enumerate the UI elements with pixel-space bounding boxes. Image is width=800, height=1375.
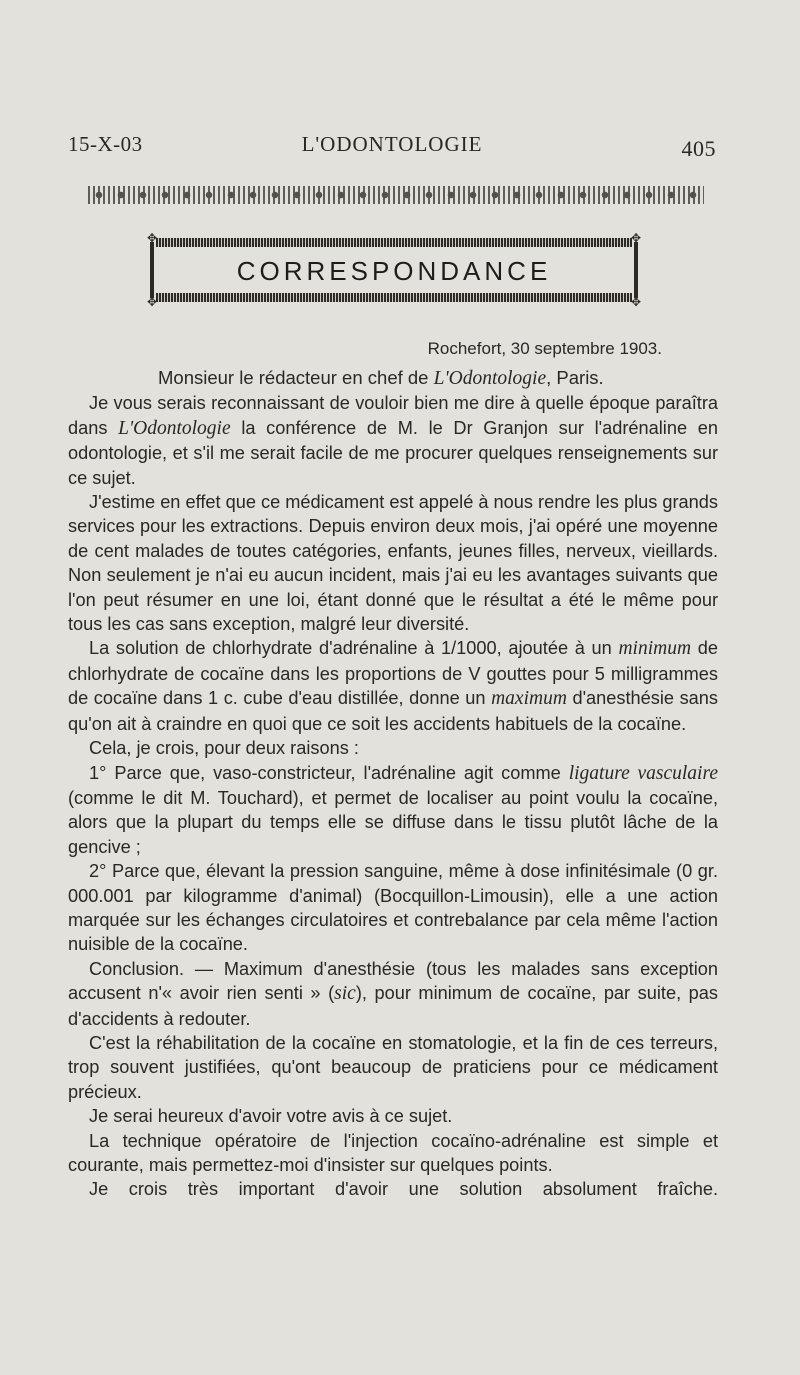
paragraph-5 [68, 761, 718, 860]
paragraph-text: la conférence de M. le Dr Granjon sur l'adrénaline en odontologie, et s'il me serait facile de me procurer quelques renseignements sur ce sujet. [68, 417, 718, 488]
corner-ornament-icon: ✥ [630, 295, 642, 309]
paragraph-text: (comme le dit M. Touchard), et permet de localiser au point voulu la cocaïne, alors que la plupart du temps elle se diffuse dans le tissu plutôt lâche de la gencive ; [68, 787, 718, 857]
corner-ornament-icon: ✥ [146, 231, 158, 245]
paragraph-text: Conclusion. — Maximum d'anesthésie (tous les malades sans exception accusent n'« avoir rien senti » ( [68, 958, 718, 1004]
salutation-text: Monsieur le rédacteur en chef de [158, 367, 434, 388]
paragraph-text: Je vous serais reconnaissant de vouloir bien me dire à quelle époque paraîtra dans [68, 393, 718, 438]
paragraph-10: La technique opératoire de l'injection cocaïno-adrénaline est simple et courante, mais permettez-moi d'insister sur quelques points. [68, 1130, 718, 1175]
paragraph-2: J'estime en effet que ce médicament est appelé à nous rendre les plus grands services pour les extractions. Depuis environ deux mois, j'ai opéré une moyenne de cent malades de toutes catégories, enfants, jeunes filles, nerveux, vieillards. Non seulement je n'ai eu aucun incident, mais j'ai eu les avantages suivants que l'on peut résumer en une loi, étant donné que le résultat a été le même pour tous les cas sans exception, malgré leur diversité. [68, 492, 718, 635]
issue-date: 15-X-03 [68, 132, 143, 156]
salutation-end: , Paris. [546, 367, 604, 388]
italic-term: ligature vasculaire [568, 762, 718, 784]
paragraph-text: de chlorhydrate de cocaïne dans les proportions de V gouttes pour 5 milligrammes de cocaïne dans 1 c. cube d'eau distillée, donne un [68, 638, 718, 709]
frame-rule-bottom [156, 293, 632, 302]
letter-body [68, 366, 718, 1202]
paragraph-text: d'anesthésie sans qu'on ait à craindre en quoi que ce soit les accidents habituels de la cocaïne. [68, 688, 718, 734]
paragraph-3 [68, 636, 718, 736]
section-title: CORRESPONDANCE [236, 256, 552, 286]
paragraph-8: C'est la réhabilitation de la cocaïne en stomatologie, et la fin de ces terreurs, trop souvent justifiées, qu'ont beaucoup de praticiens pour ce médicament précieux. [68, 1032, 718, 1102]
paragraph-1 [68, 391, 718, 490]
page-number: 405 [681, 136, 716, 161]
frame-rule-top [156, 238, 632, 247]
journal-title-italic: L'Odontologie [118, 417, 231, 439]
running-header [68, 132, 716, 162]
italic-term: minimum [618, 638, 692, 660]
journal-name: L'ODONTOLOGIE [301, 132, 483, 156]
corner-ornament-icon: ✥ [146, 295, 158, 309]
letter-dateline: Rochefort, 30 septembre 1903. [427, 339, 662, 358]
paragraph-6: 2° Parce que, élevant la pression sanguine, même à dose infinitésimale (0 gr. 000.001 par kilogramme d'animal) (Bocquillon-Limousin), elle a une action marquée sur les échanges circulatoires et contrebalance par cela même l'action nuisible de la cocaïne. [68, 861, 718, 955]
paragraph-text: ), pour minimum de cocaïne, par suite, pas d'accidents à redouter. [68, 983, 718, 1029]
salutation [68, 366, 718, 391]
paragraph-9: Je serai heureux d'avoir votre avis à ce sujet. [89, 1106, 453, 1127]
paragraph-text: 1° Parce que, vaso-constricteur, l'adrénaline agit comme [89, 762, 569, 783]
decorative-ornament-band [88, 186, 704, 204]
italic-term: sic [334, 983, 356, 1005]
paragraph-7 [68, 957, 718, 1031]
journal-title-italic: L'Odontologie [433, 368, 547, 389]
paragraph-text: La solution de chlorhydrate d'adrénaline à 1/1000, ajoutée à un [89, 638, 619, 659]
italic-term: maximum [491, 688, 567, 710]
corner-ornament-icon: ✥ [630, 231, 642, 245]
paragraph-11: Je crois très important d'avoir une solution absolument fraîche. [89, 1179, 718, 1200]
paragraph-4: Cela, je crois, pour deux raisons : [89, 738, 359, 759]
section-title-frame [146, 231, 642, 309]
